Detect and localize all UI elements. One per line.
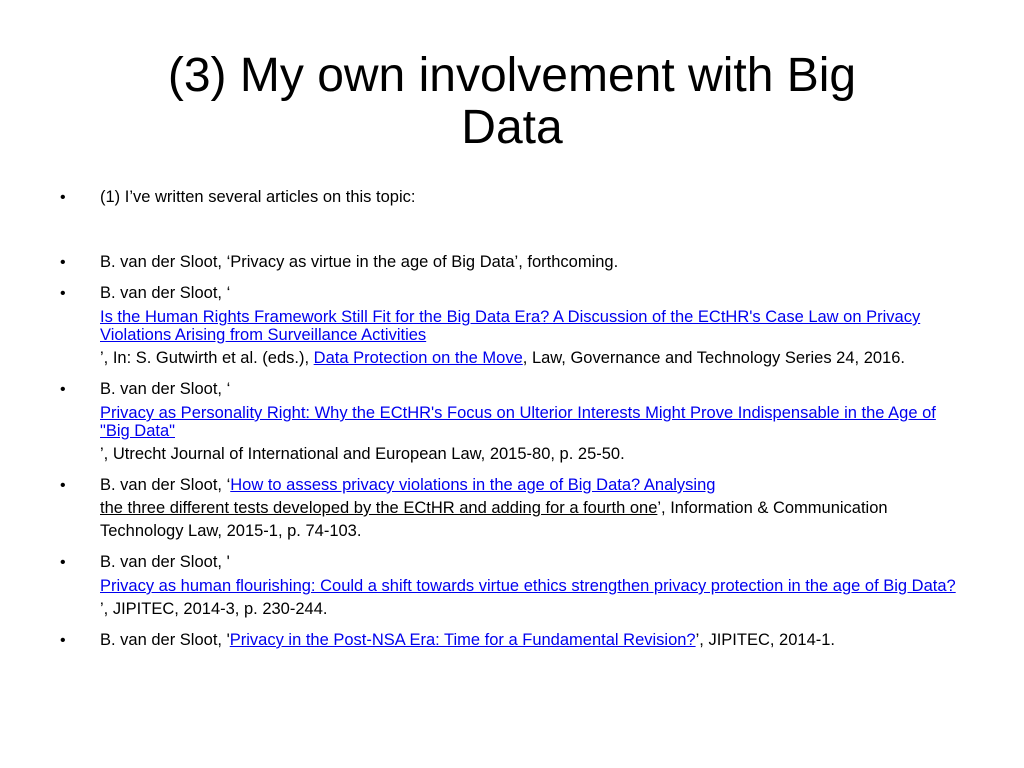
article-link[interactable]: Privacy in the Post-NSA Era: Time for a Fundamental Revision? — [229, 631, 696, 649]
title-line-2: Data — [461, 101, 563, 154]
bullet-text: (1) I’ve written several articles on this topic: — [100, 188, 416, 206]
reference-mid: ’, In: S. Gutwirth et al. (eds.), — [100, 349, 314, 367]
bullet-icon: • — [60, 477, 66, 494]
bullet-item-reference — [60, 551, 970, 621]
bullet-item-reference — [60, 474, 970, 543]
article-link[interactable]: Privacy as Personality Right: Why the ECtHR's Focus on Ulterior Interests Might Prove Indispensable in the Age of "Big Data" — [100, 404, 936, 440]
bullet-item-reference — [60, 251, 970, 274]
title-line-1: (3) My own involvement with Big — [167, 49, 857, 102]
reference-prefix: B. van der Sloot, ‘ — [100, 284, 231, 302]
bullet-text: B. van der Sloot, ‘Privacy as virtue in the age of Big Data’, forthcoming. — [100, 253, 619, 271]
book-link[interactable]: Data Protection on the Move — [313, 349, 523, 367]
reference-prefix: B. van der Sloot, ' — [100, 553, 230, 571]
article-link-continued[interactable]: the three different tests developed by the ECtHR and adding for a fourth one — [100, 499, 658, 517]
bullet-icon: • — [60, 285, 66, 302]
slide-title — [60, 50, 964, 154]
reference-suffix: ’, JIPITEC, 2014-3, p. 230-244. — [100, 600, 328, 618]
bullet-icon: • — [60, 554, 66, 571]
reference-suffix: ’, Information & Communication Technology Law, 2015-1, p. 74-103. — [100, 499, 888, 540]
bullet-icon: • — [60, 381, 66, 398]
bullet-item-reference — [60, 629, 970, 652]
bullet-item-intro — [60, 186, 970, 209]
bullet-item-reference — [60, 282, 970, 370]
reference-suffix: ’, Utrecht Journal of International and European Law, 2015-80, p. 25-50. — [100, 445, 625, 463]
bullet-icon: • — [60, 189, 66, 206]
bullet-icon: • — [60, 254, 66, 271]
article-link[interactable]: How to assess privacy violations in the age of Big Data? Analysing — [230, 476, 716, 494]
bullet-icon: • — [60, 632, 66, 649]
reference-prefix: B. van der Sloot, ‘ — [100, 476, 231, 494]
reference-suffix: , Law, Governance and Technology Series 24, 2016. — [522, 349, 905, 367]
reference-prefix: B. van der Sloot, ‘ — [100, 380, 231, 398]
bullet-item-reference — [60, 378, 970, 466]
article-link[interactable]: Privacy as human flourishing: Could a shift towards virtue ethics strengthen privacy protection in the age of Big Data? — [100, 577, 956, 595]
reference-suffix: ’, JIPITEC, 2014-1. — [695, 631, 835, 649]
article-link[interactable]: Is the Human Rights Framework Still Fit for the Big Data Era? A Discussion of the ECtHR's Case Law on Privacy Violations Arising from Surveillance Activities — [100, 308, 921, 344]
bullet-list — [60, 186, 970, 660]
reference-prefix: B. van der Sloot, ' — [100, 631, 230, 649]
